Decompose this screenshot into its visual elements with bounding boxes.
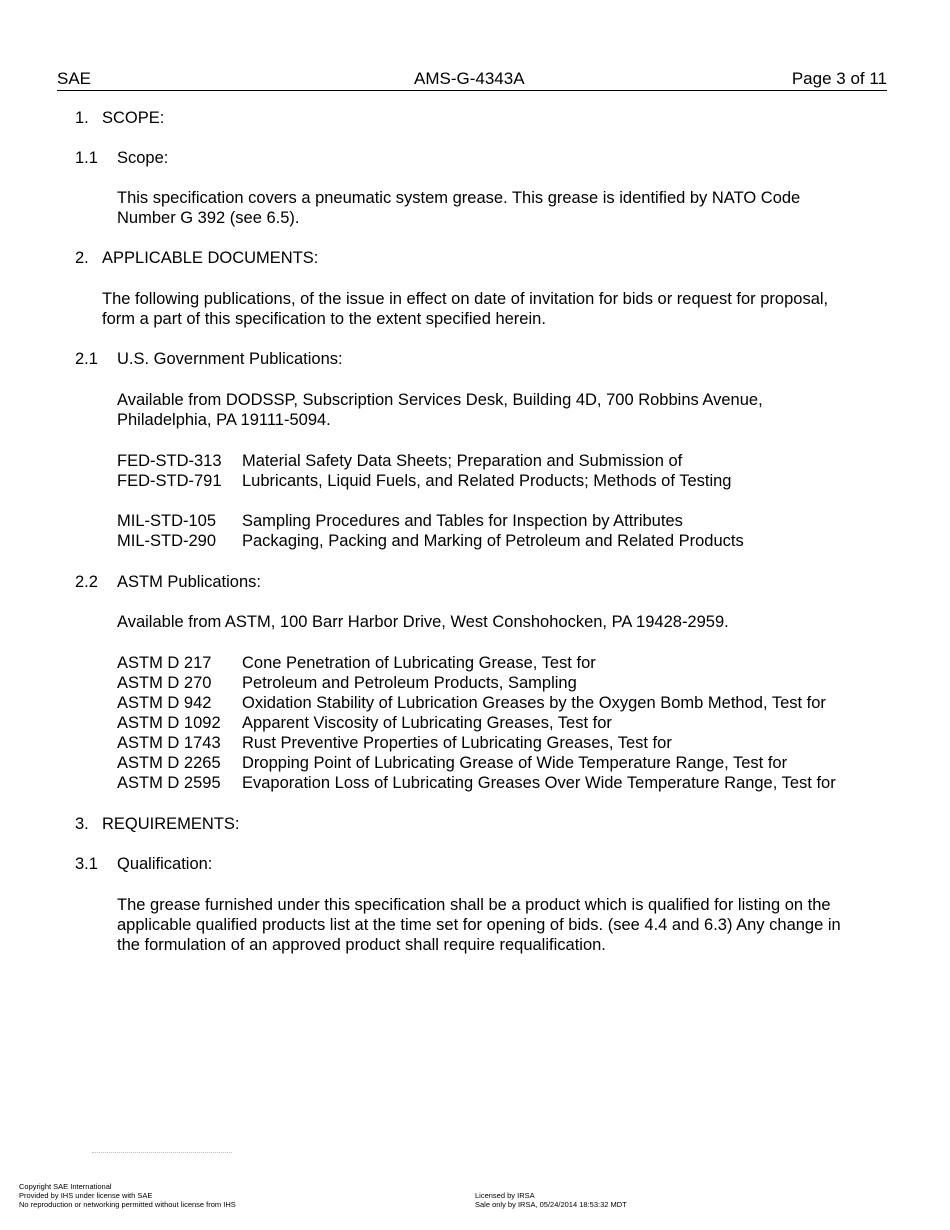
document-code: MIL-STD-105 bbox=[117, 512, 217, 530]
section-number: 2.1 bbox=[75, 350, 98, 368]
document-code: ASTM D 2265 bbox=[117, 754, 221, 772]
document-title: Apparent Viscosity of Lubricating Greases, Test for bbox=[242, 714, 612, 732]
section-number: 3. bbox=[75, 815, 89, 833]
document-code: ASTM D 217 bbox=[117, 654, 212, 672]
document-title: Oxidation Stability of Lubrication Greases by the Oxygen Bomb Method, Test for bbox=[242, 694, 826, 712]
section-heading: Scope: bbox=[117, 149, 169, 167]
section-heading: REQUIREMENTS: bbox=[102, 815, 240, 833]
document-title: Lubricants, Liquid Fuels, and Related Products; Methods of Testing bbox=[242, 472, 732, 490]
paragraph-line: The following publications, of the issue in effect on date of invitation for bids or request for proposal, bbox=[102, 290, 829, 308]
document-title: Packaging, Packing and Marking of Petroleum and Related Products bbox=[242, 532, 744, 550]
document-code: ASTM D 270 bbox=[117, 674, 212, 692]
footer-license: Licensed by IRSA bbox=[475, 1191, 535, 1200]
document-code: ASTM D 1743 bbox=[117, 734, 221, 752]
section-heading: Qualification: bbox=[117, 855, 213, 873]
section-number: 2.2 bbox=[75, 573, 98, 591]
document-title: Rust Preventive Properties of Lubricating Greases, Test for bbox=[242, 734, 672, 752]
footer-sale: Sale only by IRSA, 05/24/2014 18:53:32 MDT bbox=[475, 1200, 627, 1209]
section-number: 1. bbox=[75, 109, 89, 127]
section-heading: SCOPE: bbox=[102, 109, 165, 127]
document-code: FED-STD-791 bbox=[117, 472, 222, 490]
footer-notice: No reproduction or networking permitted without license from IHS bbox=[19, 1200, 236, 1209]
document-code: ASTM D 2595 bbox=[117, 774, 221, 792]
page-header bbox=[57, 68, 887, 91]
section-heading: APPLICABLE DOCUMENTS: bbox=[102, 249, 319, 267]
section-number: 3.1 bbox=[75, 855, 98, 873]
section-heading: U.S. Government Publications: bbox=[117, 350, 343, 368]
document-title: Evaporation Loss of Lubricating Greases Over Wide Temperature Range, Test for bbox=[242, 774, 836, 792]
section-number: 1.1 bbox=[75, 149, 98, 167]
document-title: Sampling Procedures and Tables for Inspection by Attributes bbox=[242, 512, 683, 530]
document-title: Material Safety Data Sheets; Preparation and Submission of bbox=[242, 452, 683, 470]
footer-copyright: Copyright SAE International bbox=[19, 1182, 112, 1191]
paragraph-line: Available from ASTM, 100 Barr Harbor Drive, West Conshohocken, PA 19428-2959. bbox=[117, 613, 729, 631]
paragraph-line: Philadelphia, PA 19111-5094. bbox=[117, 411, 331, 429]
document-title: Petroleum and Petroleum Products, Sampling bbox=[242, 674, 577, 692]
section-number: 2. bbox=[75, 249, 89, 267]
paragraph-line: form a part of this specification to the extent specified herein. bbox=[102, 310, 546, 328]
document-title: Dropping Point of Lubricating Grease of Wide Temperature Range, Test for bbox=[242, 754, 788, 772]
document-title: Cone Penetration of Lubricating Grease, Test for bbox=[242, 654, 596, 672]
section-heading: ASTM Publications: bbox=[117, 573, 261, 591]
paragraph-line: Available from DODSSP, Subscription Services Desk, Building 4D, 700 Robbins Avenue, bbox=[117, 391, 763, 409]
footer-provider: Provided by IHS under license with SAE bbox=[19, 1191, 153, 1200]
header-page-number: Page 3 of 11 bbox=[791, 69, 887, 88]
footer-divider bbox=[92, 1152, 232, 1153]
header-org: SAE bbox=[57, 69, 92, 88]
document-code: ASTM D 1092 bbox=[117, 714, 221, 732]
paragraph-line: the formulation of an approved product shall require requalification. bbox=[117, 936, 606, 954]
document-code: FED-STD-313 bbox=[117, 452, 222, 470]
document-code: MIL-STD-290 bbox=[117, 532, 217, 550]
paragraph-line: The grease furnished under this specification shall be a product which is qualified for listing on the bbox=[117, 896, 831, 914]
header-doc-number: AMS-G-4343A bbox=[414, 69, 525, 88]
paragraph-line: This specification covers a pneumatic system grease. This grease is identified by NATO Code bbox=[117, 189, 801, 207]
document-code: ASTM D 942 bbox=[117, 694, 212, 712]
paragraph-line: Number G 392 (see 6.5). bbox=[117, 209, 300, 227]
paragraph-line: applicable qualified products list at the time set for opening of bids. (see 4.4 and 6.3) Any change in bbox=[117, 916, 841, 934]
